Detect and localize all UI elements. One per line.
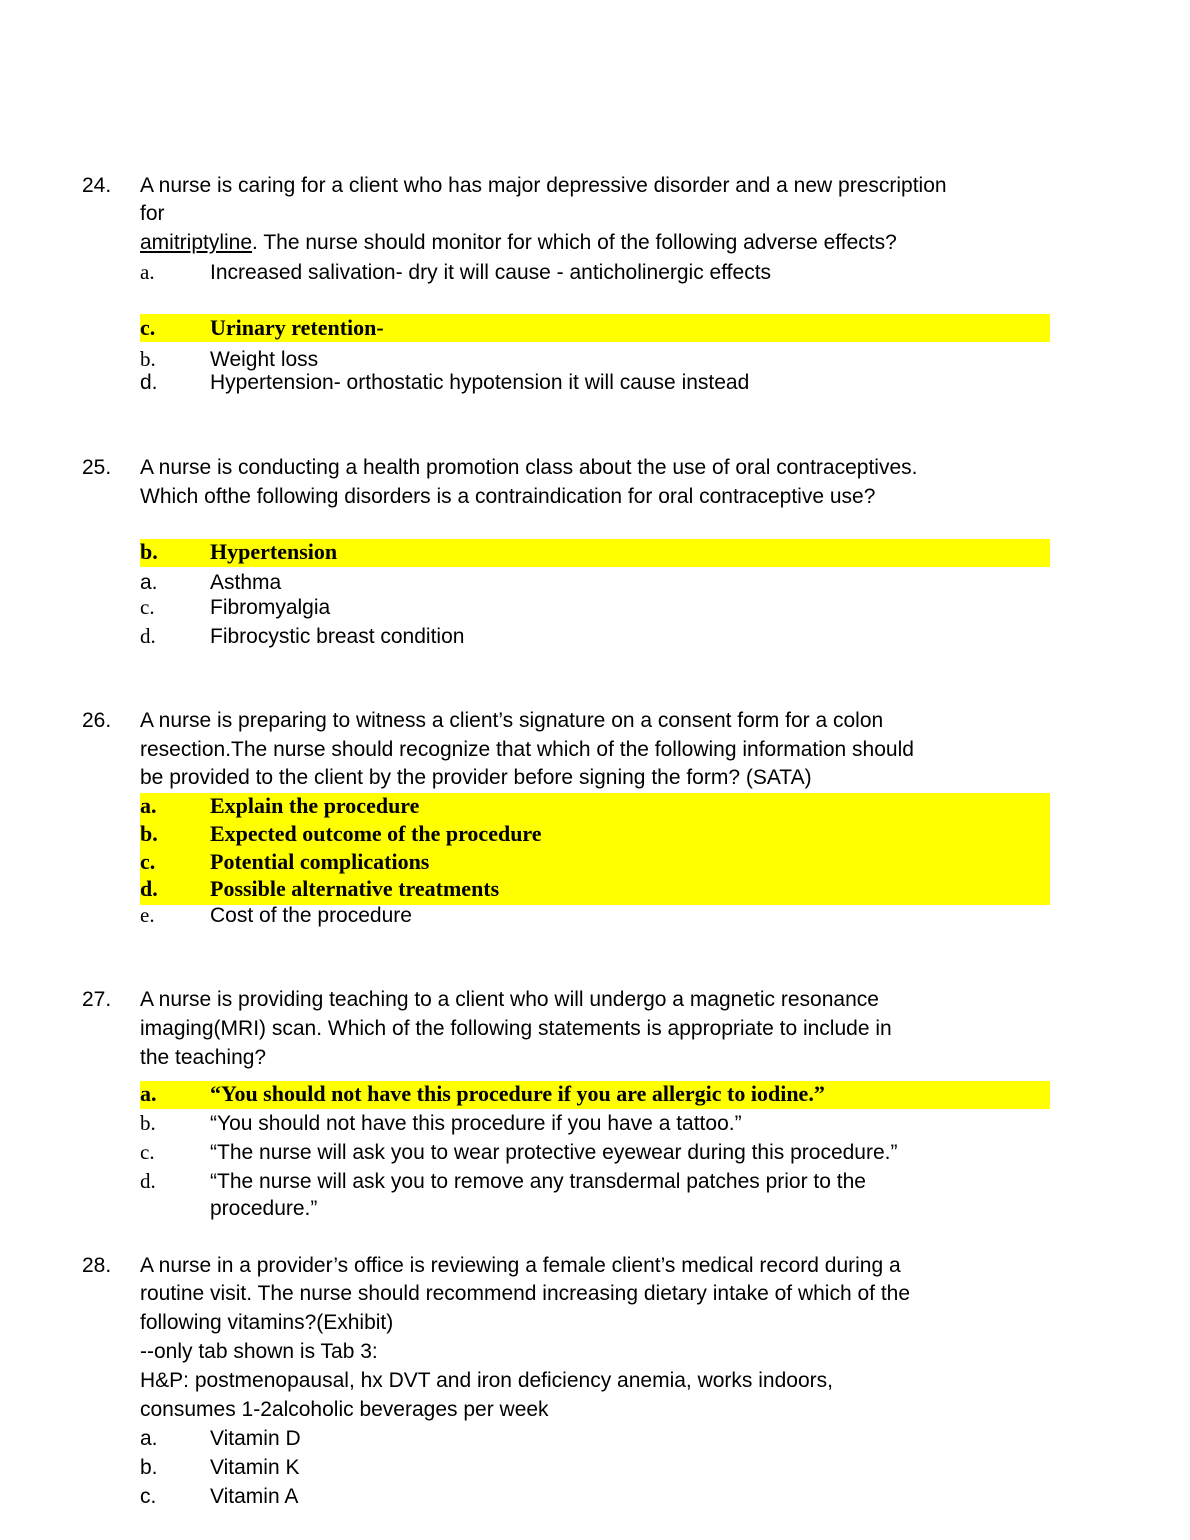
option-text: Vitamin D [210,1427,301,1450]
option-label: a. [140,571,158,594]
option-text: “You should not have this procedure if you have a tattoo.” [210,1112,742,1135]
option [140,622,464,650]
option-label: d. [140,1169,156,1193]
option-label: a. [140,1427,158,1450]
question-stem: consumes 1-2alcoholic beverages per week [140,1398,549,1421]
question-stem: resection.The nurse should recognize that which of the following information should [140,738,914,761]
question-stem: following vitamins?(Exhibit) [140,1311,394,1334]
option-text: Potential complications [210,849,430,874]
option-label: e. [140,903,155,927]
option-text: Expected outcome of the procedure [210,821,542,846]
option [140,1425,301,1453]
question-number: 27. [82,988,112,1011]
question-stem [140,229,897,257]
question-number: 24. [82,174,112,197]
question-stem: --only tab shown is Tab 3: [140,1340,378,1363]
question-stem: be provided to the client by the provider before signing the form? (SATA) [140,766,812,789]
question-stem: H&P: postmenopausal, hx DVT and iron deficiency anemia, works indoors, [140,1369,833,1392]
option [140,901,412,929]
option-text: Cost of the procedure [210,904,412,927]
option-text-continued: procedure.” [210,1197,318,1220]
option [140,1483,298,1511]
option-text: Hypertension- orthostatic hypotension it will cause instead [210,371,750,394]
option [140,1454,300,1482]
question-number: 28. [82,1254,112,1277]
question-stem: Which ofthe following disorders is a contraindication for oral contraceptive use? [140,485,876,508]
stem-text: . The nurse should monitor for which of the following adverse effects? [252,231,897,254]
option [140,1109,742,1137]
option-label: c. [140,1485,157,1508]
option-text: Asthma [210,571,282,594]
option-label: d. [140,371,158,394]
option-label: c. [140,595,155,619]
correct-option [140,314,384,342]
option [140,593,330,621]
option-text: “You should not have this procedure if you are allergic to iodine.” [210,1081,825,1106]
question-stem: A nurse is preparing to witness a client’s signature on a consent form for a colon [140,709,884,732]
question-stem: A nurse is providing teaching to a client who will undergo a magnetic resonance [140,988,879,1011]
correct-option [140,875,499,903]
option-text: “The nurse will ask you to remove any transdermal patches prior to the [210,1170,866,1193]
option-label: a. [140,260,155,284]
question-stem: routine visit. The nurse should recommend increasing dietary intake of which of the [140,1282,911,1305]
option-text: Vitamin K [210,1456,300,1479]
option-label: a. [140,793,157,818]
question-number: 25. [82,456,112,479]
question-number: 26. [82,709,112,732]
option [140,369,749,397]
option-text: Weight loss [210,348,319,371]
option-label: b. [140,1456,158,1479]
option [140,1138,897,1166]
correct-option [140,538,337,566]
option-label: b. [140,1111,156,1135]
question-stem: imaging(MRI) scan. Which of the following statements is appropriate to include in [140,1017,892,1040]
option-text: Possible alternative treatments [210,876,500,901]
correct-option [140,820,542,848]
drug-name-link: amitriptyline [140,231,253,254]
option-label: d. [140,876,158,901]
option-text: Explain the procedure [210,793,420,818]
question-stem: for [140,202,165,225]
option-text: Increased salivation- dry it will cause - anticholinergic effects [210,261,772,284]
question-stem: A nurse is conducting a health promotion class about the use of oral contraceptives. [140,456,918,479]
option-text: Vitamin A [210,1485,299,1508]
option-label: c. [140,1140,155,1164]
option [140,258,771,286]
option-text: Urinary retention- [210,315,384,340]
option-label: b. [140,539,158,564]
option-label: c. [140,849,156,874]
option-label: b. [140,821,158,846]
question-stem: A nurse is caring for a client who has major depressive disorder and a new prescription [140,174,947,197]
option-label: d. [140,624,156,648]
option-text: Fibrocystic breast condition [210,625,465,648]
correct-option [140,792,419,820]
correct-option [140,848,429,876]
option-text: Hypertension [210,539,338,564]
option-label: c. [140,315,156,340]
option-text: “The nurse will ask you to wear protective eyewear during this procedure.” [210,1141,898,1164]
option-label: b. [140,347,156,371]
option-text: Fibromyalgia [210,596,331,619]
option [140,1167,866,1195]
option-label: a. [140,1081,157,1106]
question-stem: the teaching? [140,1046,267,1069]
correct-option [140,1080,825,1108]
question-stem: A nurse in a provider’s office is reviewing a female client’s medical record during a [140,1254,901,1277]
